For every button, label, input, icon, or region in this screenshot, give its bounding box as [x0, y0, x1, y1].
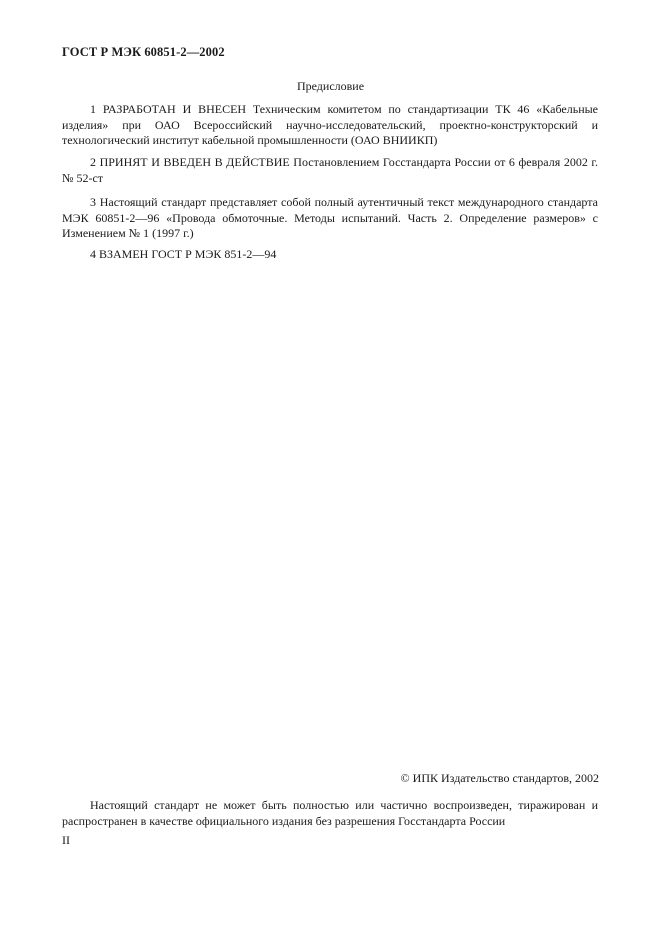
copyright-line: © ИПК Издательство стандартов, 2002 [400, 771, 599, 785]
preface-paragraph-2: 2 ПРИНЯТ И ВВЕДЕН В ДЕЙСТВИЕ Постановлением Госстандарта России от 6 февраля 2002 г. № 52-ст [62, 155, 598, 185]
document-code: ГОСТ Р МЭК 60851-2—2002 [62, 45, 225, 59]
preface-title: Предисловие [296, 79, 365, 93]
preface-paragraph-4: 4 ВЗАМЕН ГОСТ Р МЭК 851-2—94 [90, 247, 277, 261]
page-number: II [62, 833, 70, 847]
reproduction-notice: Настоящий стандарт не может быть полностью или частично воспроизведен, тиражирован и распространен в качестве официального издания без разрешения Госстандарта России [62, 798, 598, 828]
preface-paragraph-1: 1 РАЗРАБОТАН И ВНЕСЕН Техническим комитетом по стандартизации ТК 46 «Кабельные изделия» при ОАО Всероссийский научно-исследовательский, проектно-конструкторский и технологический институт кабельной промышленности (ОАО ВНИИКП) [62, 102, 598, 148]
preface-paragraph-3: 3 Настоящий стандарт представляет собой полный аутентичный текст международного стандарта МЭК 60851-2—96 «Провода обмоточные. Методы испытаний. Часть 2. Определение размеров» с Изменением № 1 (1997 г.) [62, 195, 598, 241]
